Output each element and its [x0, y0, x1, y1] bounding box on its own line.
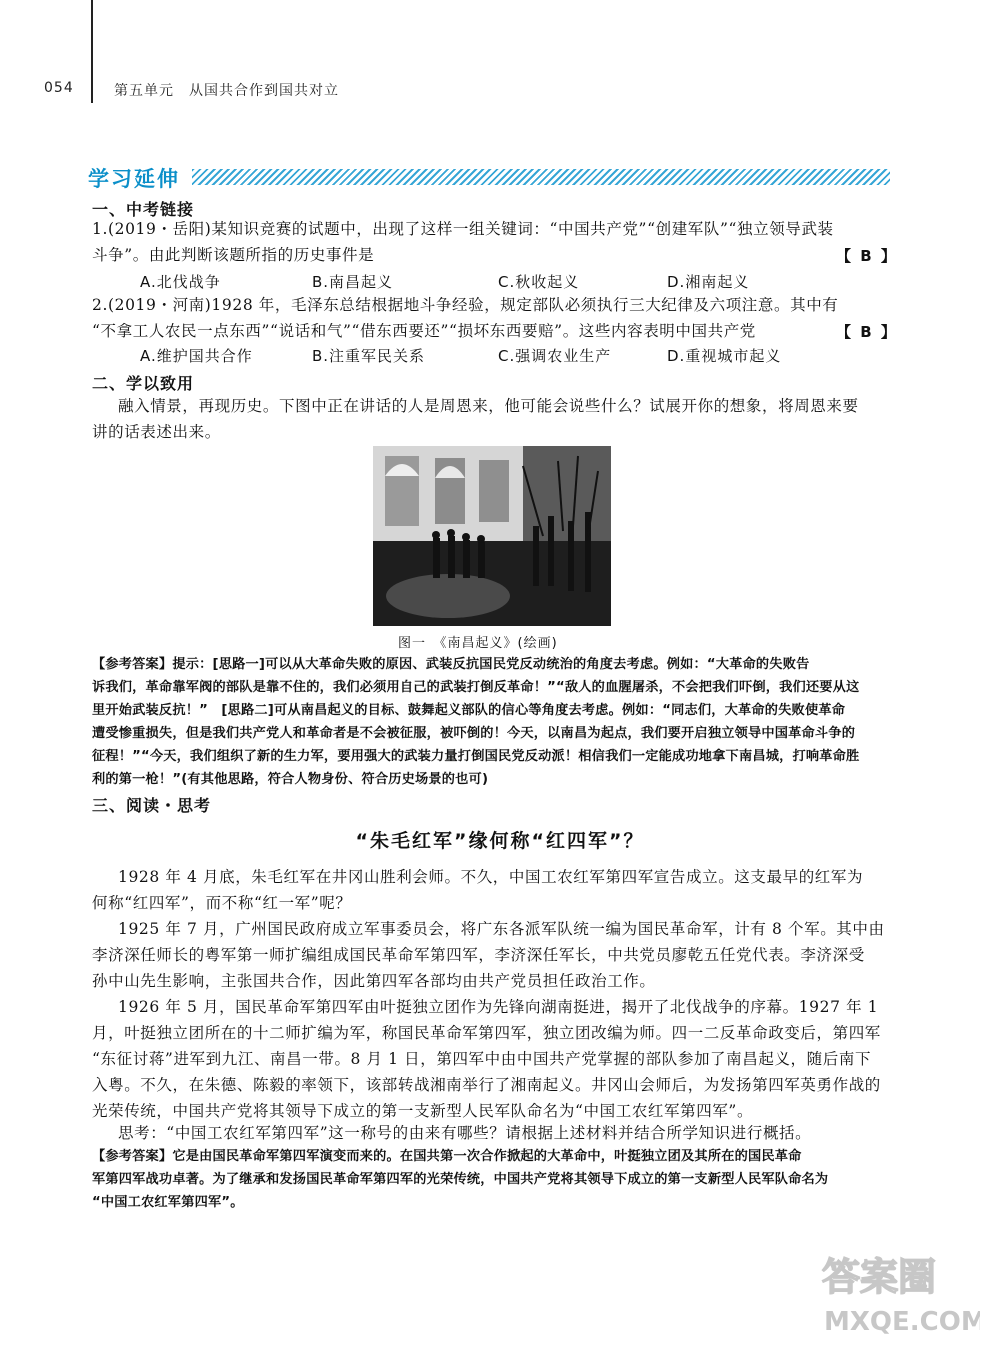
part2-ref-line-5: 征程！”“今天，我们组织了新的生力军，要用强大的武装力量打倒国民党反动派！相信我们一定能成功地拿下南昌城，打响革命胜	[92, 749, 860, 764]
q1-line-2: 斗争”。由此判断该题所指的历史事件是	[92, 246, 375, 264]
part3-ref-line-2: 军第四军战功卓著。为了继承和发扬国民革命军第四军的光荣传统，中国共产党将其领导下成立的第一支新型人民军队命名为	[92, 1172, 829, 1187]
part3-ref-line-3: “中国工农红军第四军”。	[92, 1195, 244, 1210]
para2-line-2: 李济深任师长的粤军第一师扩编组成国民革命军第四军，李济深任军长，中共党员廖乾五任党代表。李济深受	[92, 946, 865, 964]
part2-line-2: 讲的话表述出来。	[92, 423, 221, 441]
watermark-line-1: 答案圈	[822, 1255, 937, 1299]
part2-ref-line-4: 遭受惨重损失，但是我们共产党人和革命者是不会被征服，被吓倒的！今天，以南昌为起点，我们要开启独立领导中国革命斗争的	[92, 726, 856, 741]
para1-line-1: 1928 年 4 月底，朱毛红军在井冈山胜利会师。不久，中国工农红军第四军宣告成立。这支最早的红军为	[118, 868, 864, 886]
think-question: 思考：“中国工农红军第四军”这一称号的由来有哪些？请根据上述材料并结合所学知识进行概括。	[118, 1124, 812, 1142]
q2-line-2: “不拿工人农民一点东西”“说话和气”“借东西要还”“损坏东西要赔”。这些内容表明中国共产党	[92, 322, 756, 340]
para3-line-5: 光荣传统，中国共产党将其领导下成立的第一支新型人民军队命名为“中国工农红军第四军”。	[92, 1102, 754, 1120]
watermark-logo	[810, 1238, 980, 1338]
part3-ref-line-1: 【参考答案】它是由国民革命军第四军演变而来的。在国共第一次合作掀起的大革命中，叶挺独立团及其所在的国民革命	[92, 1149, 802, 1164]
q1-option-d: D.湘南起义	[667, 273, 750, 291]
part2-ref-line-3: 里开始武装反抗！” [思路二]可从南昌起义的目标、鼓舞起义部队的信心等角度去考虑。例如：“同志们，大革命的失败使革命	[92, 703, 846, 718]
q1-option-a: A.北伐战争	[140, 273, 221, 291]
para3-line-3: “东征讨蒋”进军到九江、南昌一带。8 月 1 日，第四军中由中国共产党掌握的部队参加了南昌起义，随后南下	[92, 1050, 872, 1068]
watermark-graphic	[810, 1238, 980, 1338]
hatch-decoration	[192, 169, 890, 185]
page-number: 054	[44, 80, 74, 96]
para2-line-3: 孙中山先生影响，主张国共合作，因此第四军各部均由共产党员担任政治工作。	[92, 972, 656, 990]
q2-line-1: 2.(2019・河南)1928 年，毛泽东总结根据地斗争经验，规定部队必须执行三大纪律及六项注意。其中有	[92, 296, 839, 314]
para2-line-1: 1925 年 7 月，广州国民政府成立军事委员会，将广东各派军队统一编为国民革命军，计有 8 个军。其中由	[118, 920, 885, 938]
q1-option-c: C.秋收起义	[498, 273, 580, 291]
para3-line-2: 月，叶挺独立团所在的十二师扩编为军，称国民革命军第四军，独立团改编为师。四一二反革命政变后，第四军	[92, 1024, 881, 1042]
painting-illustration	[373, 446, 611, 626]
q2-option-d: D.重视城市起义	[667, 347, 782, 365]
part1-heading: 一、中考链接	[92, 200, 195, 219]
q1-option-b: B.南昌起义	[312, 273, 394, 291]
header-rule	[91, 0, 93, 103]
para3-line-4: 入粤。不久，在朱德、陈毅的率领下，该部转战湘南举行了湘南起义。井冈山会师后，为发扬第四军英勇作战的	[92, 1076, 881, 1094]
q1-line-1: 1.(2019・岳阳)某知识竞赛的试题中，出现了这样一组关键词：“中国共产党”“创建军队”“独立领导武装	[92, 220, 834, 238]
part2-line-1: 融入情景，再现历史。下图中正在讲话的人是周恩来，他可能会说些什么？试展开你的想象，将周恩来要	[118, 397, 859, 415]
section-title: 学习延伸	[88, 167, 180, 191]
article-title: “朱毛红军”缘何称“红四军”？	[355, 830, 645, 852]
part2-heading: 二、学以致用	[92, 374, 195, 393]
part2-ref-line-2: 诉我们，革命靠军阀的部队是靠不住的，我们必须用自己的武装打倒反革命！”“敌人的血腥屠杀，不会把我们吓倒，我们还要从这	[92, 680, 860, 695]
watermark-line-2: MXQE.COM	[824, 1307, 980, 1337]
q2-option-a: A.维护国共合作	[140, 347, 253, 365]
figure-caption: 图一 《南昌起义》(绘画)	[398, 636, 558, 651]
q2-option-b: B.注重军民关系	[312, 347, 426, 365]
q2-option-c: C.强调农业生产	[498, 347, 612, 365]
unit-title: 第五单元 从国共合作到国共对立	[114, 83, 339, 99]
q2-answer: 【 B 】	[836, 323, 898, 341]
q1-answer: 【 B 】	[836, 247, 898, 265]
nanchang-uprising-painting	[373, 446, 611, 626]
para3-line-1: 1926 年 5 月，国民革命军第四军由叶挺独立团作为先锋向湖南挺进，揭开了北伐战争的序幕。1927 年 1	[118, 998, 879, 1016]
part3-heading: 三、阅读・思考	[92, 796, 212, 815]
section-title-bar	[88, 163, 890, 193]
part2-ref-line-1: 【参考答案】提示：[思路一]可以从大革命失败的原因、武装反抗国民党反动统治的角度去考虑。例如：“大革命的失败告	[92, 657, 810, 672]
para1-line-2: 何称“红四军”，而不称“红一军”呢？	[92, 894, 352, 912]
part2-ref-line-6: 利的第一枪！”(有其他思路，符合人物身份、符合历史场景的也可)	[92, 772, 489, 787]
